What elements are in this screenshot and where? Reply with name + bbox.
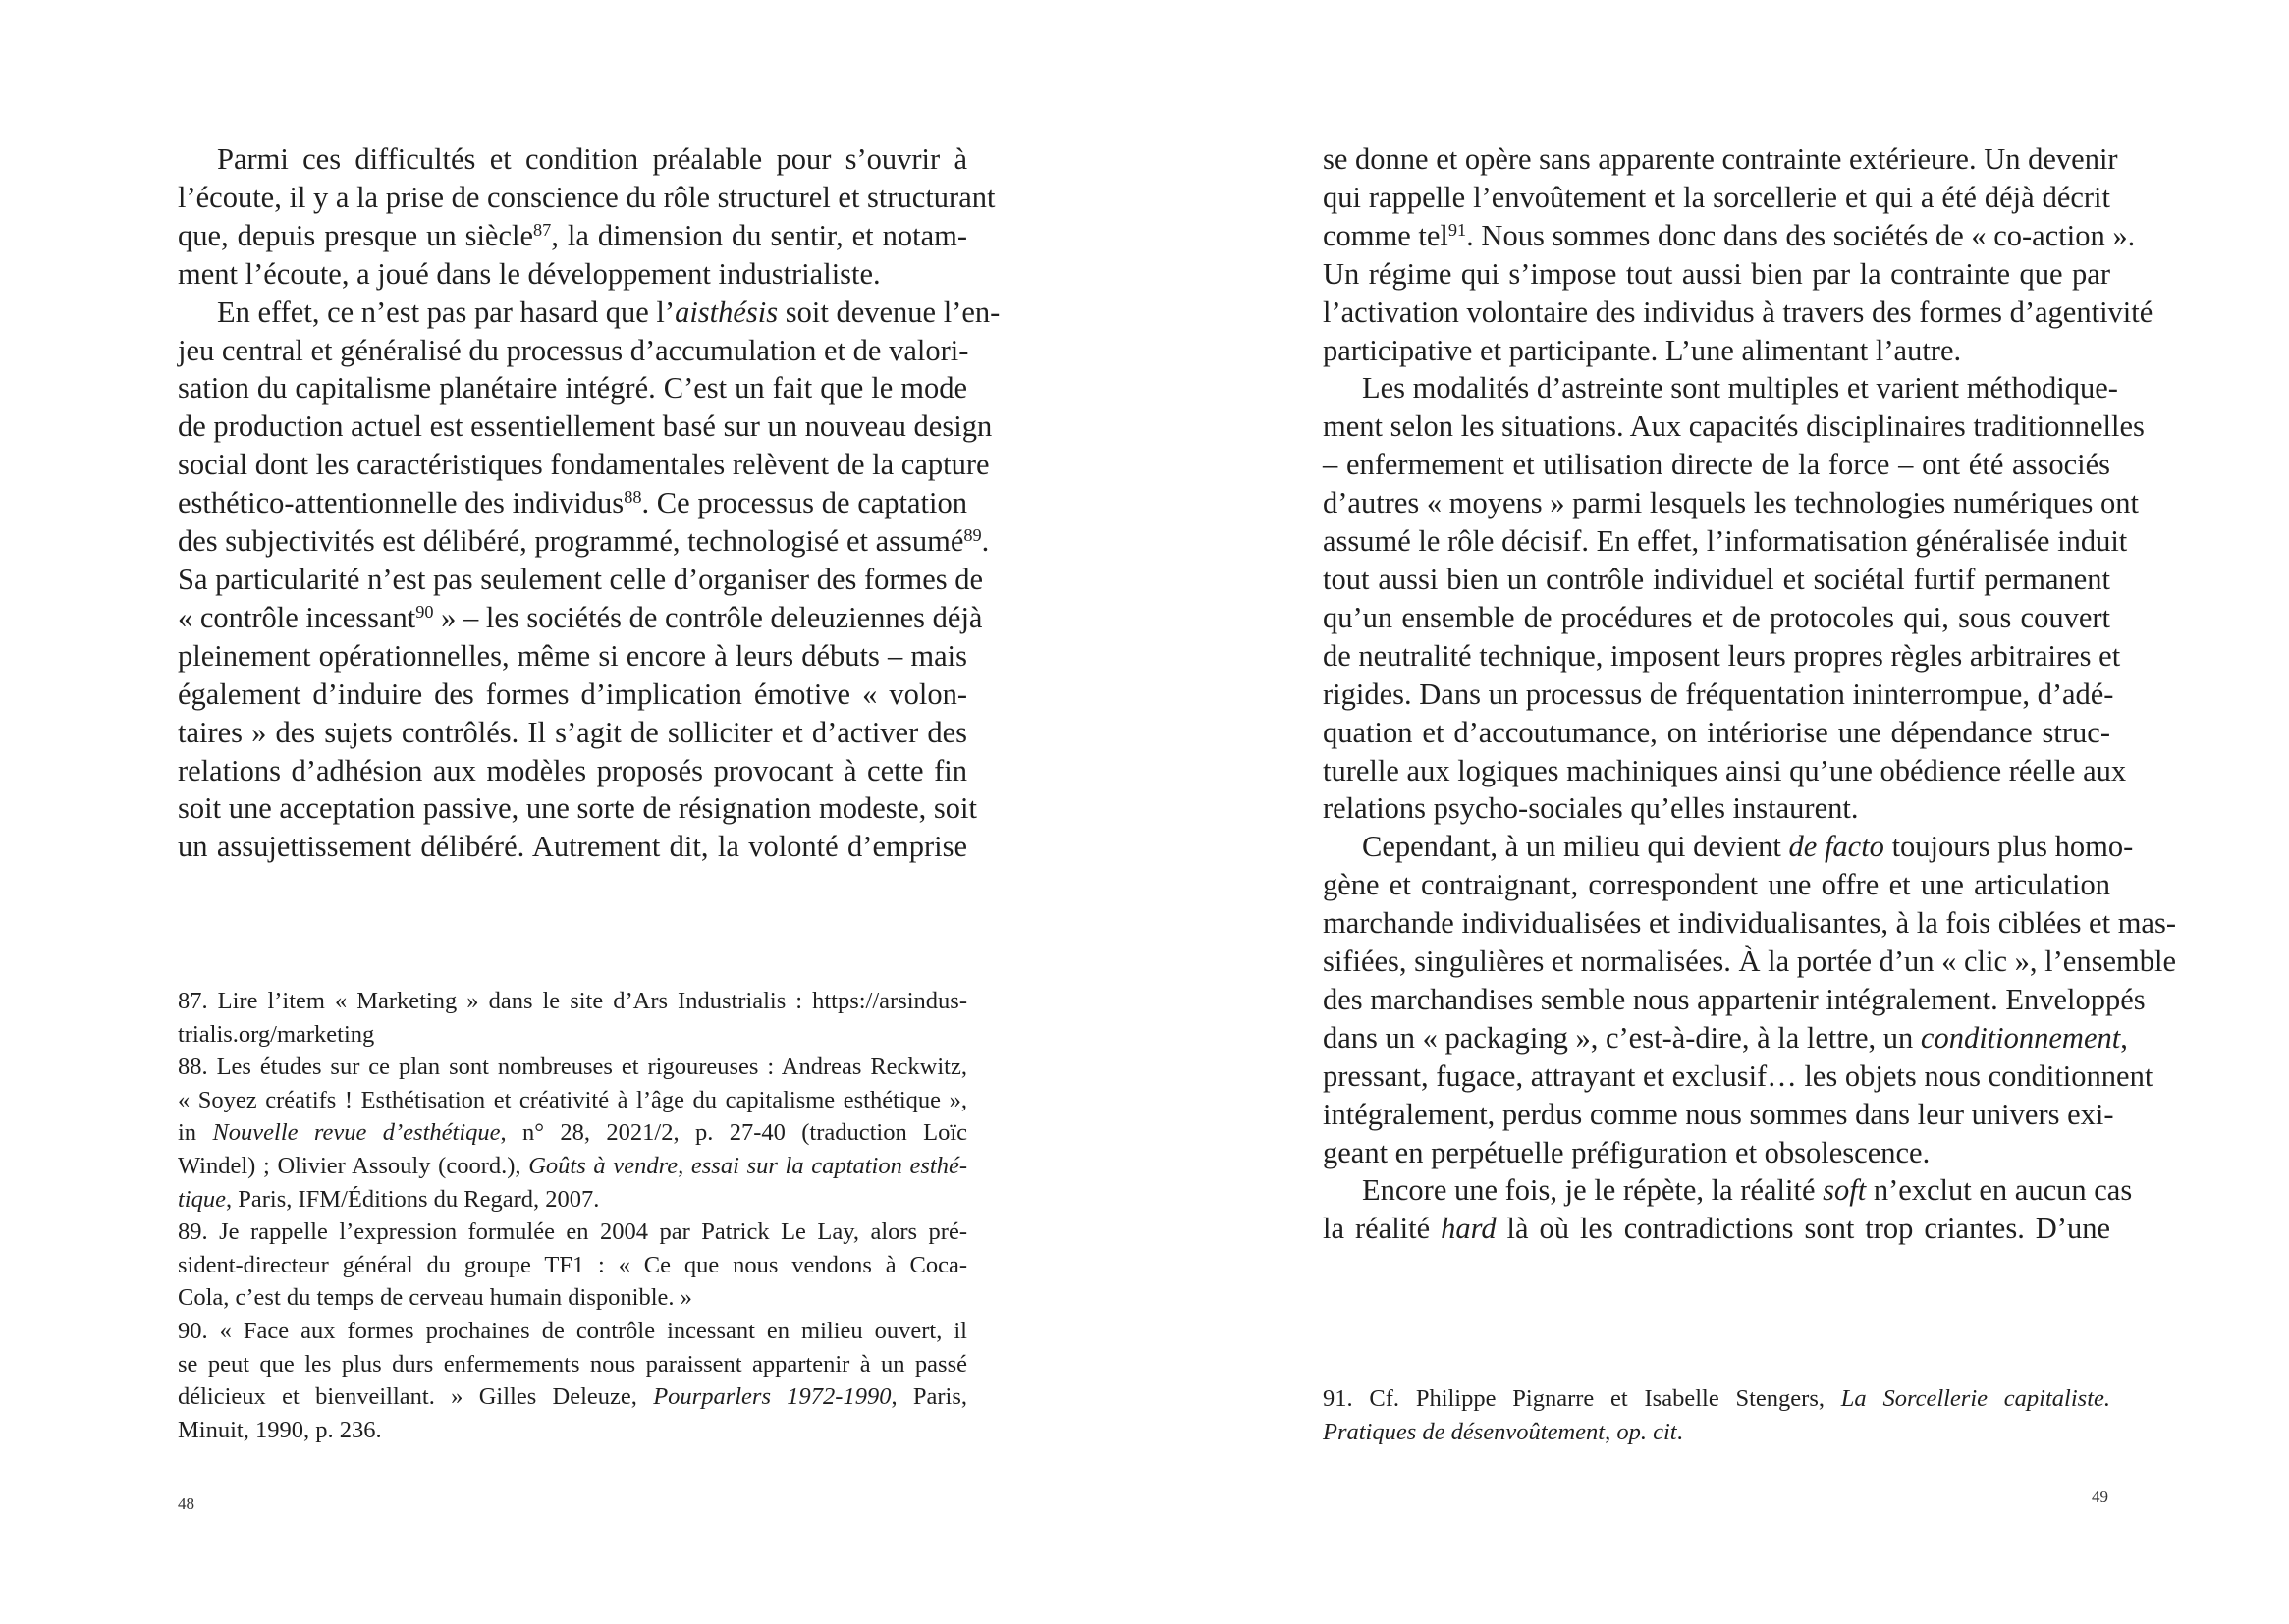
footnote-line: trialis.org/marketing [178,1020,375,1048]
italic-text: Pratiques de désenvoûtement [1323,1418,1606,1445]
footnote-line: in Nouvelle revue d’esthétique, n° 28, 2021/2, p. 27-40 (traduction Loïc [178,1119,967,1147]
text-line: intégralement, perdus comme nous sommes dans leur univers exi- [1323,1097,2114,1131]
text-line: pressant, fugace, attrayant et exclusif… les objets nous conditionnent [1323,1058,2153,1093]
text-line: sation du capitalisme planétaire intégré. C’est un fait que le mode [178,371,967,406]
text-line: assumé le rôle décisif. En effet, l’informatisation généralisée induit [1323,524,2128,559]
footnote-line: 88. Les études sur ce plan sont nombreuses et rigoureuses : Andreas Reckwitz, [178,1054,967,1081]
footnote-line: tique, Paris, IFM/Éditions du Regard, 2007. [178,1185,600,1213]
footnote-91 [1323,1382,2110,1448]
text-line: Les modalités d’astreinte sont multiples et varient méthodique- [1362,371,2118,406]
text-line: social dont les caractéristiques fondamentales relèvent de la capture [178,448,990,482]
text-line: esthético-attentionnelle des individus$^{88}$. Ce processus de captation [178,486,967,520]
italic-text: conditionnement [1920,1020,2121,1055]
footnote-line: 90. « Face aux formes prochaines de contrôle incessant en milieu ouvert, il [178,1317,967,1344]
right-page [1145,0,2289,1624]
text-line: relations d’adhésion aux modèles proposés provocant à cette fin [178,753,967,787]
italic-text: soft [1823,1173,1867,1208]
footnote-ref[interactable]: 87 [533,219,552,240]
paragraph [1323,828,2176,1171]
italic-text: tique [178,1185,226,1213]
footnote-line: Cola, c’est du temps de cerveau humain disponible. » [178,1284,692,1312]
italic-text: op. cit [1616,1418,1677,1445]
footnote-line: délicieux et bienveillant. » Gilles Deleuze, Pourparlers 1972-1990, Paris, [178,1383,968,1411]
text-line: la réalité hard là où les contradictions sont trop criantes. D’une [1323,1212,2110,1246]
footnote-ref[interactable]: 88 [624,487,642,508]
text-line: soit une acceptation passive, une sorte de résignation modeste, soit [178,791,977,826]
footnote-ref[interactable]: 89 [963,525,982,545]
italic-text: Pourparlers 1972-1990 [653,1383,892,1411]
footnote-line: 87. Lire l’item « Marketing » dans le site d’Ars Industrialis : https://arsindus- [178,988,967,1014]
paragraph [178,140,996,294]
text-line: de production actuel est essentiellement basé sur un nouveau design [178,409,993,444]
italic-text: La Sorcellerie capitaliste. [1840,1385,2110,1412]
text-line: gène et contraignant, correspondent une offre et une articulation [1323,868,2110,902]
footnote-line: 91. Cf. Philippe Pignarre et Isabelle Stengers, La Sorcellerie capitaliste. [1323,1385,2110,1412]
italic-text: Nouvelle revue d’esthétique [212,1119,501,1147]
page-number-right: 49 [2092,1488,2108,1506]
right-body-text [1323,140,2176,1248]
text-line: Un régime qui s’impose tout aussi bien par la contrainte que par [1323,256,2110,291]
text-line: que, depuis presque un siècle$^{87}$, la dimension du sentir, et notam- [178,218,967,252]
text-line: jeu central et généralisé du processus d’accumulation et de valori- [178,333,969,367]
text-line: geant en perpétuelle préfiguration et obsolescence. [1323,1135,1931,1169]
footnote-line: sident-directeur général du groupe TF1 : « Ce que nous vendons à Coca- [178,1251,967,1278]
left-page [0,0,1144,1624]
text-line: participative et participante. L’une alimentant l’autre. [1323,333,1962,367]
text-line: pleinement opérationnelles, même si encore à leurs débuts – mais [178,638,967,673]
paragraph [178,294,1001,867]
text-line: des subjectivités est délibéré, programmé, technologisé et assumé$^{89}$. [178,524,990,559]
paragraph [1323,140,2153,369]
text-line: « contrôle incessant$^{90}$ » – les sociétés de contrôle deleuziennes déjà [178,600,983,634]
footnote-line: Windel) ; Olivier Assouly (coord.), Goûts à vendre, essai sur la captation esthé- [178,1152,968,1179]
footnote-87 [178,985,967,1051]
paragraph [1323,369,2145,828]
footnote-ref[interactable]: 90 [415,601,434,622]
footnote-line: « Soyez créatifs ! Esthétisation et créativité à l’âge du capitalisme esthétique », [178,1086,967,1113]
text-line: un assujettissement délibéré. Autrement dit, la volonté d’emprise [178,830,967,864]
text-line: relations psycho-sociales qu’elles instaurent. [1323,791,1859,826]
footnote-line: se peut que les plus durs enfermements nous paraissent appartenir à un passé [178,1350,967,1378]
text-line: comme tel$^{91}$. Nous sommes donc dans des sociétés de « co-action ». [1323,218,2136,252]
italic-text: de facto [1788,830,1884,864]
text-line: Encore une fois, je le répète, la réalité soft n’exclut en aucun cas [1362,1173,2133,1208]
text-line: tout aussi bien un contrôle individuel et sociétal furtif permanent [1323,562,2110,596]
italic-text: Goûts à vendre, essai sur la captation esthé- [528,1152,968,1179]
text-line: qui rappelle l’envoûtement et la sorcellerie et qui a été déjà décrit [1323,180,2110,214]
right-footnotes [1323,1382,2110,1448]
text-line: En effet, ce n’est pas par hasard que l’aisthésis soit devenue l’en- [217,295,1001,329]
text-line: Parmi ces difficultés et condition préalable pour s’ouvrir à [217,142,967,176]
page-number-left: 48 [178,1494,194,1513]
text-line: des marchandises semble nous appartenir intégralement. Enveloppés [1323,982,2146,1016]
left-body-text [178,140,1001,866]
text-line: également d’induire des formes d’implication émotive « volon- [178,677,967,711]
text-line: Sa particularité n’est pas seulement celle d’organiser des formes de [178,562,984,596]
text-line: dans un « packaging », c’est-à-dire, à la lettre, un conditionnement, [1323,1020,2128,1055]
italic-text: hard [1441,1212,1497,1246]
text-line: taires » des sujets contrôlés. Il s’agit de solliciter et d’activer des [178,715,967,749]
footnote-ref[interactable]: 91 [1447,219,1467,240]
text-line: l’écoute, il y a la prise de conscience du rôle structurel et structurant [178,180,996,214]
text-line: qu’un ensemble de procédures et de protocoles qui, sous couvert [1323,600,2110,634]
paragraph [1323,1171,2133,1248]
text-line: – enfermement et utilisation directe de la force – ont été associés [1323,448,2110,482]
text-line: Cependant, à un milieu qui devient de facto toujours plus homo- [1362,830,2134,864]
text-line: sifiées, singulières et normalisées. À la portée d’un « clic », l’ensemble [1323,945,2176,979]
footnote-90 [178,1315,967,1446]
text-line: ment selon les situations. Aux capacités disciplinaires traditionnelles [1323,409,2145,444]
text-line: quation et d’accoutumance, on intériorise une dépendance struc- [1323,715,2110,749]
left-footnotes [178,985,967,1446]
text-line: de neutralité technique, imposent leurs propres règles arbitraires et [1323,638,2121,673]
text-line: ment l’écoute, a joué dans le développement industrialiste. [178,256,881,291]
text-line: rigides. Dans un processus de fréquentation ininterrompue, d’adé- [1323,677,2114,711]
text-line: marchande individualisées et individualisantes, à la fois ciblées et mas- [1323,906,2176,941]
text-line: d’autres « moyens » parmi lesquels les technologies numériques ont [1323,486,2139,520]
footnote-line: 89. Je rappelle l’expression formulée en 2004 par Patrick Le Lay, alors pré- [178,1218,967,1246]
footnote-line: Pratiques de désenvoûtement, op. cit. [1323,1418,1683,1445]
footnote-88 [178,1051,967,1216]
text-line: l’activation volontaire des individus à travers des formes d’agentivité [1323,295,2153,329]
footnote-89 [178,1216,967,1315]
text-line: se donne et opère sans apparente contrainte extérieure. Un devenir [1323,142,2118,176]
italic-text: aisthésis [675,295,779,329]
text-line: turelle aux logiques machiniques ainsi qu’une obédience réelle aux [1323,753,2127,787]
footnote-line: Minuit, 1990, p. 236. [178,1416,382,1443]
